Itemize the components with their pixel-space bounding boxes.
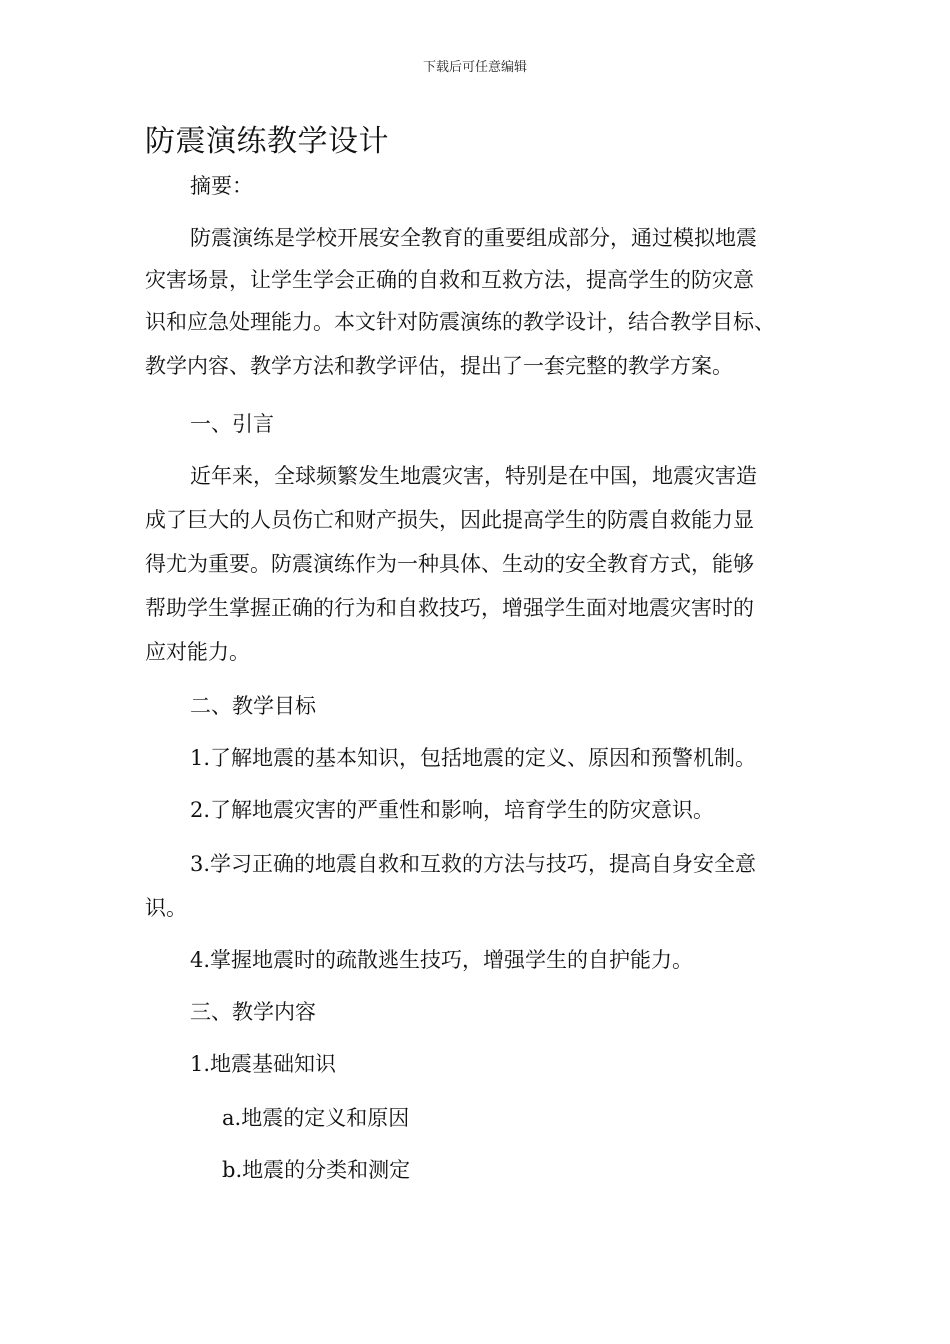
- section-heading-introduction: 一、引言: [190, 412, 274, 436]
- introduction-line: 应对能力。: [145, 640, 250, 664]
- introduction-line: 得尤为重要。防震演练作为一种具体、生动的安全教育方式，能够: [145, 552, 754, 576]
- introduction-line: 近年来，全球频繁发生地震灾害，特别是在中国，地震灾害造: [190, 464, 757, 488]
- section-heading-teaching-content: 三、教学内容: [190, 1000, 316, 1024]
- introduction-line: 成了巨大的人员伤亡和财产损失，因此提高学生的防震自救能力显: [145, 508, 754, 532]
- goal-item-3: 3.学习正确的地震自救和互救的方法与技巧，提高自身安全意: [190, 852, 757, 876]
- content-subitem-a: a.地震的定义和原因: [222, 1106, 410, 1130]
- content-subitem-b: b.地震的分类和测定: [222, 1158, 411, 1182]
- abstract-line: 防震演练是学校开展安全教育的重要组成部分，通过模拟地震: [190, 226, 757, 250]
- page-header-note: 下载后可任意编辑: [422, 60, 527, 75]
- section-heading-teaching-goals: 二、教学目标: [190, 694, 316, 718]
- introduction-line: 帮助学生掌握正确的行为和自救技巧，增强学生面对地震灾害时的: [145, 596, 754, 620]
- abstract-line: 识和应急处理能力。本文针对防震演练的教学设计，结合教学目标、: [145, 310, 775, 334]
- goal-item-1: 1.了解地震的基本知识，包括地震的定义、原因和预警机制。: [190, 746, 757, 770]
- goal-item-3-continued: 识。: [145, 896, 187, 920]
- goal-item-2: 2.了解地震灾害的严重性和影响，培育学生的防灾意识。: [190, 798, 715, 822]
- goal-item-4: 4.掌握地震时的疏散逃生技巧，增强学生的自护能力。: [190, 948, 694, 972]
- content-item-1: 1.地震基础知识: [190, 1052, 337, 1076]
- document-title: 防震演练教学设计: [145, 124, 389, 159]
- abstract-line: 教学内容、教学方法和教学评估，提出了一套完整的教学方案。: [145, 354, 733, 378]
- abstract-line: 灾害场景，让学生学会正确的自救和互救方法，提高学生的防灾意: [145, 268, 754, 292]
- abstract-heading: 摘要：: [190, 174, 253, 198]
